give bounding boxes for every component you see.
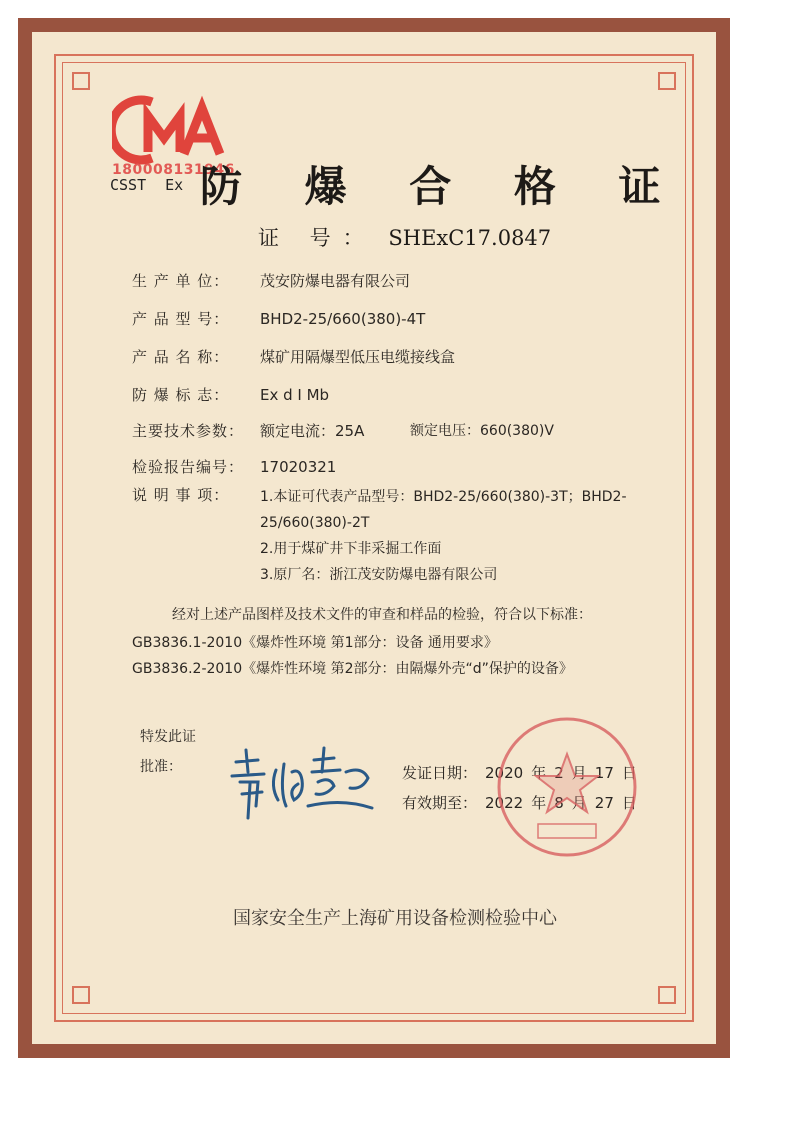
field-value: 茂安防爆电器有限公司 <box>260 272 411 290</box>
field-value: BHD2-25/660(380)-4T <box>260 310 426 328</box>
valid-year: 2022 <box>485 794 524 812</box>
corner-ornament <box>658 986 676 1004</box>
month-unit: 月 <box>571 794 587 812</box>
field-value: 17020321 <box>260 458 337 476</box>
rated-voltage: 额定电压：660(380)V <box>410 423 554 439</box>
field-label: 说 明 事 项： <box>132 486 230 504</box>
month-unit: 月 <box>571 764 587 782</box>
field-product-name <box>132 346 455 368</box>
field-label: 生 产 单 位： <box>132 272 230 290</box>
issue-year: 2020 <box>485 764 524 782</box>
field-value: 煤矿用隔爆型低压电缆接线盒 <box>260 348 456 366</box>
issue-day: 17 <box>594 764 614 782</box>
year-unit: 年 <box>531 764 547 782</box>
field-report-number <box>132 456 336 478</box>
standard-item: GB3836.2-2010《爆炸性环境 第2部分：由隔爆外壳“d”保护的设备》 <box>132 661 573 677</box>
field-label: 产 品 名 称： <box>132 348 230 366</box>
day-unit: 日 <box>621 764 637 782</box>
field-model <box>132 308 425 330</box>
field-label: 检验报告编号： <box>132 458 245 476</box>
page-title: 防 爆 合 格 证 <box>200 162 685 211</box>
csst-label: CSST <box>110 176 147 194</box>
valid-day: 27 <box>594 794 614 812</box>
notes-list <box>260 484 650 588</box>
standard-item: GB3836.1-2010《爆炸性环境 第1部分：设备 通用要求》 <box>132 635 498 651</box>
corner-ornament <box>72 72 90 90</box>
cma-number: 180008131946 <box>112 162 235 178</box>
note-item: 3.原厂名：浙江茂安防爆电器有限公司 <box>260 567 498 583</box>
field-value: 额定电流：25A <box>260 422 365 440</box>
issue-date-label: 发证日期： <box>402 764 478 782</box>
day-unit: 日 <box>621 794 637 812</box>
csst-ex-mark <box>110 176 193 194</box>
note-item: 2.用于煤矿井下非采掘工作面 <box>260 541 442 557</box>
corner-ornament <box>72 986 90 1004</box>
certificate-number <box>258 222 551 252</box>
field-manufacturer <box>132 270 410 292</box>
field-label: 产 品 型 号： <box>132 310 230 328</box>
field-tech-params <box>132 420 364 442</box>
issuing-authority: 国家安全生产上海矿用设备检测检验中心 <box>233 908 557 929</box>
ex-label: Ex <box>165 176 184 194</box>
signature <box>222 742 382 822</box>
approve-label: 批准： <box>140 759 182 775</box>
certificate-number-label: 证 号： <box>258 226 376 250</box>
field-value: Ex d I Mb <box>260 386 330 404</box>
valid-month: 8 <box>554 794 564 812</box>
note-item: 1.本证可代表产品型号：BHD2-25/660(380)-3T；BHD2-25/660(380)-2T <box>260 489 627 531</box>
special-issue-text: 特发此证 <box>140 729 196 745</box>
field-notes <box>132 484 260 506</box>
valid-date-label: 有效期至： <box>402 794 478 812</box>
corner-ornament <box>658 72 676 90</box>
standards-intro: 经对上述产品图样及技术文件的审查和样品的检验，符合以下标准： <box>172 607 592 623</box>
year-unit: 年 <box>531 794 547 812</box>
field-label: 防 爆 标 志： <box>132 386 230 404</box>
certificate-number-value: SHExC17.0847 <box>388 226 552 250</box>
official-seal <box>494 714 640 860</box>
field-ex-marking <box>132 384 329 406</box>
field-label: 主要技术参数： <box>132 422 245 440</box>
issue-month: 2 <box>554 764 564 782</box>
